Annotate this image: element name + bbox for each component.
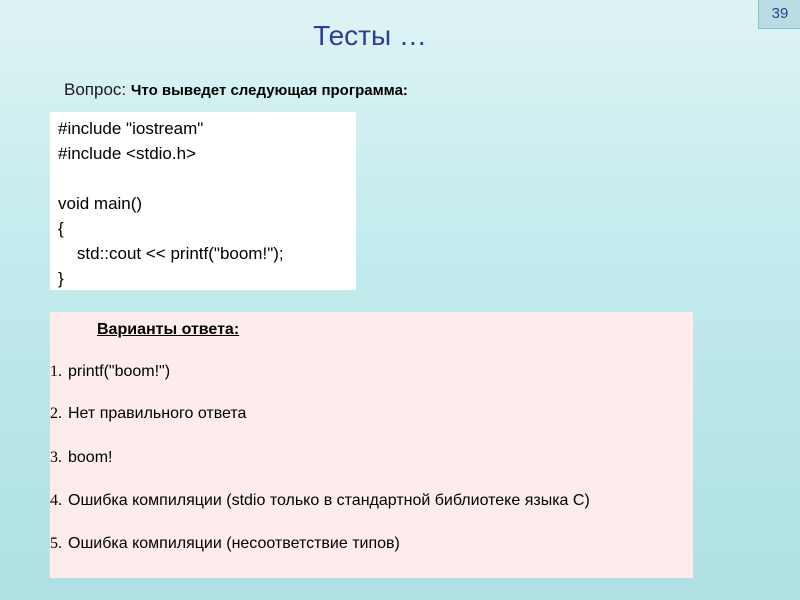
answer-number: 2. <box>50 405 62 422</box>
question <box>64 80 408 100</box>
answer-options-panel <box>50 312 693 578</box>
code-line: #include "iostream" <box>58 119 204 138</box>
code-line: { <box>58 219 64 238</box>
slide-title: Тесты … <box>313 20 427 51</box>
code-line: } <box>58 269 64 288</box>
answer-text: Ошибка компиляции (несоответствие типов) <box>68 535 400 552</box>
code-line: void main() <box>58 194 143 213</box>
code-listing <box>50 112 356 290</box>
code-line: #include <stdio.h> <box>58 144 196 163</box>
question-text: Что выведет следующая программа: <box>130 82 408 99</box>
code-line: std::cout << printf("boom!"); <box>58 244 284 263</box>
answer-number: 3. <box>50 449 62 466</box>
answers-heading: Варианты ответа: <box>97 321 240 338</box>
answer-number: 4. <box>50 492 62 509</box>
answer-text: boom! <box>68 449 113 466</box>
answer-text: Ошибка компиляции (stdio только в стандартной библиотеке языка C) <box>68 492 590 509</box>
answer-number: 1. <box>50 363 62 380</box>
code-line <box>58 166 348 191</box>
answer-text: printf("boom!") <box>68 363 171 380</box>
page-number-badge: 39 <box>758 0 800 29</box>
answer-number: 5. <box>50 535 62 552</box>
question-prefix: Вопрос: <box>64 80 127 99</box>
answer-text: Нет правильного ответа <box>68 405 247 422</box>
